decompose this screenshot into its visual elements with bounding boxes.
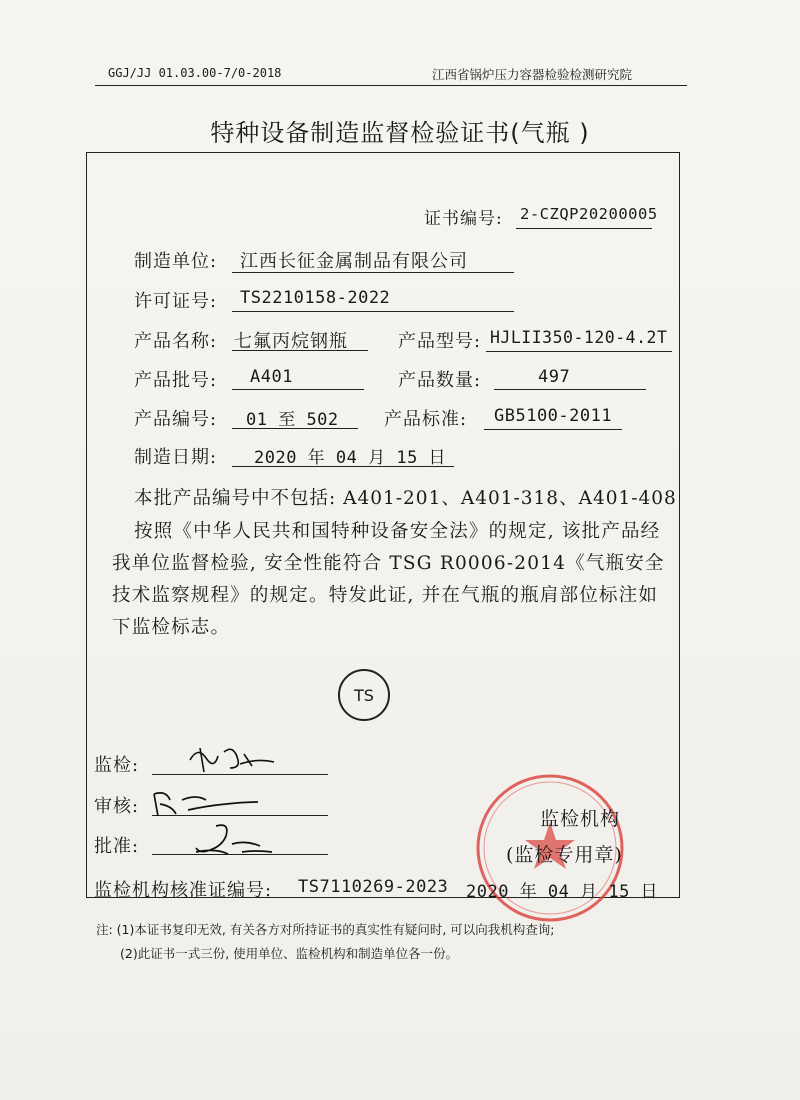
product-name-value: 七氟丙烷钢瓶 (234, 331, 348, 352)
product-model-label: 产品型号: (398, 331, 482, 352)
manufacturer-label: 制造单位: (134, 251, 218, 272)
ts-inspection-mark (338, 669, 390, 721)
standard-value: GB5100-2011 (494, 406, 613, 426)
cert-no-underline (516, 228, 652, 229)
cert-no-value: 2-CZQP20200005 (520, 205, 658, 223)
batch-underline (232, 389, 364, 390)
serial-underline (232, 428, 358, 429)
quantity-value: 497 (538, 367, 571, 387)
date-underline (232, 466, 454, 467)
product-name-underline (232, 350, 368, 351)
serial-label: 产品编号: (134, 409, 218, 430)
document-code: GGJ/JJ 01.03.00-7/0-2018 (108, 66, 282, 80)
quantity-label: 产品数量: (398, 370, 482, 391)
note-line-2: (2)此证书一式三份, 使用单位、监检机构和制造单位各一份。 (120, 946, 459, 961)
license-underline (232, 311, 514, 312)
issue-date: 2020 年 04 月 15 日 (466, 882, 659, 902)
date-label: 制造日期: (134, 447, 218, 468)
approve-label: 批准: (94, 836, 140, 857)
inspect-signature (178, 738, 288, 780)
institute-name: 江西省锅炉压力容器检验检测研究院 (432, 67, 633, 82)
standard-underline (484, 429, 622, 430)
org-label: 监检机构 (540, 808, 621, 830)
license-label: 许可证号: (134, 291, 218, 312)
manufacturer-underline (232, 272, 514, 273)
note-line-1: 注: (1)本证书复印无效, 有关各方对所持证书的真实性有疑问时, 可以向我机构查询; (96, 922, 555, 937)
statement-paragraph: 按照《中华人民共和国特种设备安全法》的规定, 该批产品经我单位监督检验, 安全性能符合 TSG R0006-2014《气瓶安全技术监察规程》的规定。特发此证, 并在气瓶的瓶肩部位标注如下监检标志。 (112, 521, 665, 638)
batch-label: 产品批号: (134, 370, 218, 391)
certificate-title: 特种设备制造监督检验证书(气瓶 ) (210, 119, 590, 147)
manufacturer-value: 江西长征金属制品有限公司 (240, 251, 468, 272)
review-label: 审核: (94, 796, 140, 817)
ts-mark-text: TS (354, 685, 374, 705)
date-value: 2020 年 04 月 15 日 (254, 448, 447, 468)
product-model-underline (486, 351, 672, 352)
header-rule (95, 85, 687, 86)
approval-no-value: TS7110269-2023 (298, 877, 449, 897)
inspect-label: 监检: (94, 755, 140, 776)
seal-label: (监检专用章) (506, 844, 623, 866)
approve-signature (176, 818, 286, 862)
standard-label: 产品标准: (384, 409, 468, 430)
approval-no-label: 监检机构核准证编号: (94, 880, 273, 901)
serial-value: 01 至 502 (246, 410, 339, 430)
license-value: TS2210158-2022 (240, 288, 391, 308)
batch-value: A401 (250, 367, 293, 387)
exclusion-text: 本批产品编号中不包括: A401-201、A401-318、A401-408 (134, 488, 677, 509)
product-model-value: HJLII350-120-4.2T (490, 328, 668, 347)
product-name-label: 产品名称: (134, 331, 218, 352)
cert-no-label: 证书编号: (424, 209, 503, 229)
quantity-underline (494, 389, 646, 390)
